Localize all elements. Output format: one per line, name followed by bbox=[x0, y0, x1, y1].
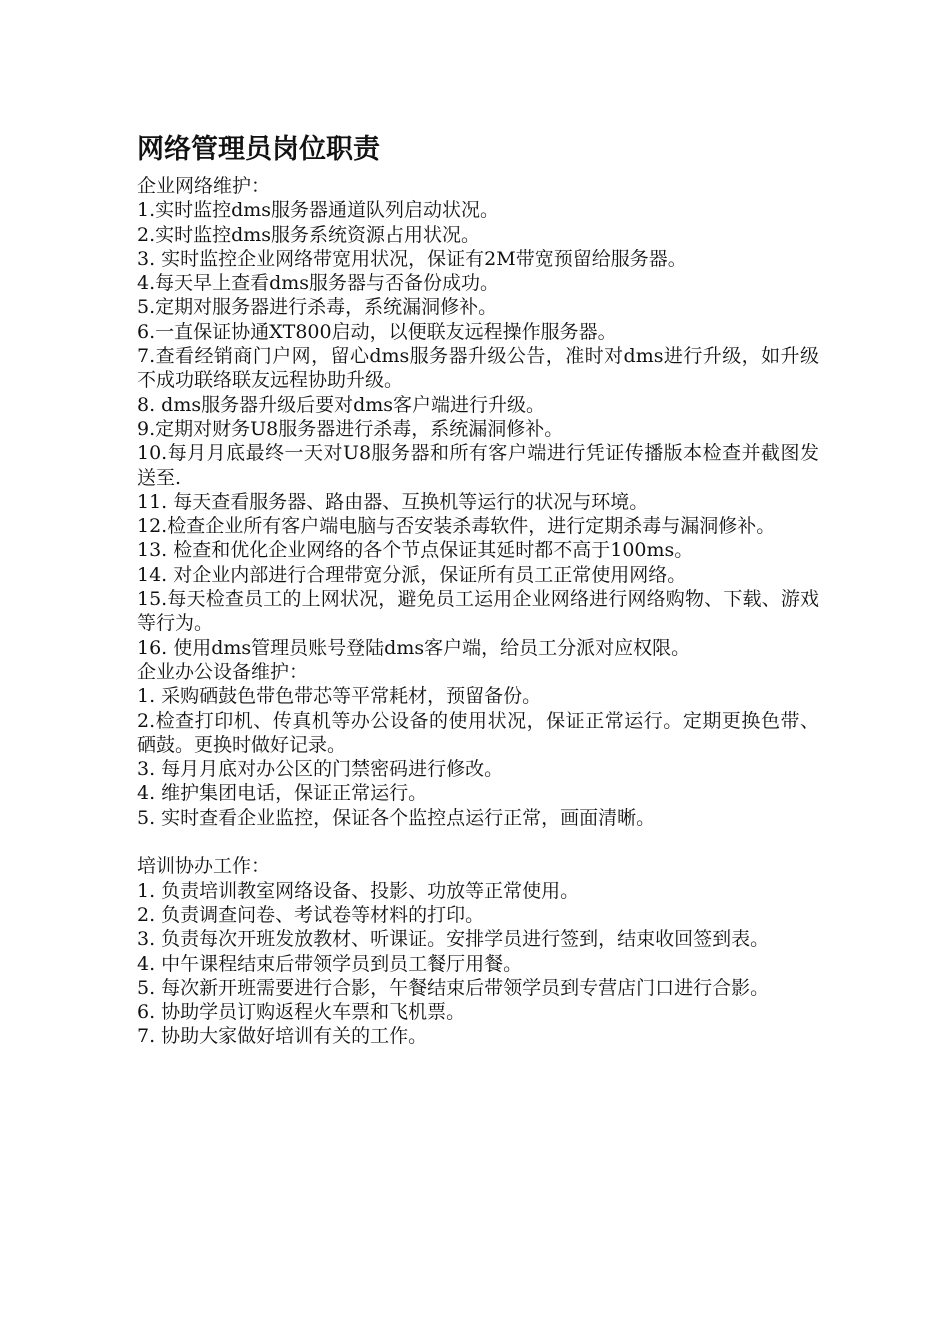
list-item: 6. 协助学员订购返程火车票和飞机票。 bbox=[137, 1001, 466, 1024]
page-title: 网络管理员岗位职责 bbox=[137, 134, 380, 165]
document-body bbox=[137, 126, 819, 1049]
section-heading: 企业办公设备维护： bbox=[137, 660, 309, 683]
list-item: 7. 协助大家做好培训有关的工作。 bbox=[137, 1025, 428, 1048]
section-training bbox=[137, 854, 819, 1048]
list-item: 3. 负责每次开班发放教材、听课证。安排学员进行签到，结束收回签到表。 bbox=[137, 928, 770, 951]
list-item: 2.检查打印机、传真机等办公设备的使用状况，保证正常运行。定期更换色带、硒鼓。更换时做好记录。 bbox=[137, 709, 819, 756]
list-item: 1. 负责培训教室网络设备、投影、功放等正常使用。 bbox=[137, 879, 580, 902]
list-item: 5. 每次新开班需要进行合影，午餐结束后带领学员到专营店门口进行合影。 bbox=[137, 976, 770, 999]
list-item: 2.实时监控dms服务系统资源占用状况。 bbox=[137, 223, 481, 246]
list-item: 15.每天检查员工的上网状况，避免员工运用企业网络进行网络购物、下载、游戏等行为。 bbox=[137, 588, 819, 635]
section-network bbox=[137, 174, 819, 660]
list-item: 7.查看经销商门户网，留心dms服务器升级公告，准时对dms进行升级，如升级不成功联络联友远程协助升级。 bbox=[137, 345, 819, 392]
list-item: 12.检查企业所有客户端电脑与否安装杀毒软件，进行定期杀毒与漏洞修补。 bbox=[137, 515, 776, 538]
blank-line bbox=[137, 830, 819, 854]
list-item: 1.实时监控dms服务器通道队列启动状况。 bbox=[137, 199, 500, 222]
section-heading: 培训协办工作： bbox=[137, 855, 271, 878]
list-item: 4.每天早上查看dms服务器与否备份成功。 bbox=[137, 272, 500, 295]
section-office bbox=[137, 660, 819, 830]
list-item: 11. 每天查看服务器、路由器、互换机等运行的状况与环境。 bbox=[137, 490, 649, 513]
list-item: 5.定期对服务器进行杀毒，系统漏洞修补。 bbox=[137, 296, 498, 319]
list-item: 13. 检查和优化企业网络的各个节点保证其延时都不高于100ms。 bbox=[137, 539, 694, 562]
list-item: 10.每月月底最终一天对U8服务器和所有客户端进行凭证传播版本检查并截图发送至. bbox=[137, 442, 819, 489]
list-item: 1. 采购硒鼓色带色带芯等平常耗材，预留备份。 bbox=[137, 685, 542, 708]
list-item: 4. 维护集团电话，保证正常运行。 bbox=[137, 782, 428, 805]
list-item: 14. 对企业内部进行合理带宽分派，保证所有员工正常使用网络。 bbox=[137, 563, 687, 586]
list-item: 6.一直保证协通XT800启动，以便联友远程操作服务器。 bbox=[137, 320, 617, 343]
list-item: 3. 实时监控企业网络带宽用状况，保证有2M带宽预留给服务器。 bbox=[137, 247, 687, 270]
list-item: 16. 使用dms管理员账号登陆dms客户端，给员工分派对应权限。 bbox=[137, 636, 691, 659]
list-item: 3. 每月月底对办公区的门禁密码进行修改。 bbox=[137, 758, 504, 781]
section-heading: 企业网络维护： bbox=[137, 175, 271, 197]
list-item: 9.定期对财务U8服务器进行杀毒，系统漏洞修补。 bbox=[137, 417, 564, 440]
list-item: 2. 负责调查问卷、考试卷等材料的打印。 bbox=[137, 903, 485, 926]
list-item: 4. 中午课程结束后带领学员到员工餐厅用餐。 bbox=[137, 952, 523, 975]
list-item: 8. dms服务器升级后要对dms客户端进行升级。 bbox=[137, 393, 546, 416]
list-item: 5. 实时查看企业监控，保证各个监控点运行正常，画面清晰。 bbox=[137, 806, 656, 829]
